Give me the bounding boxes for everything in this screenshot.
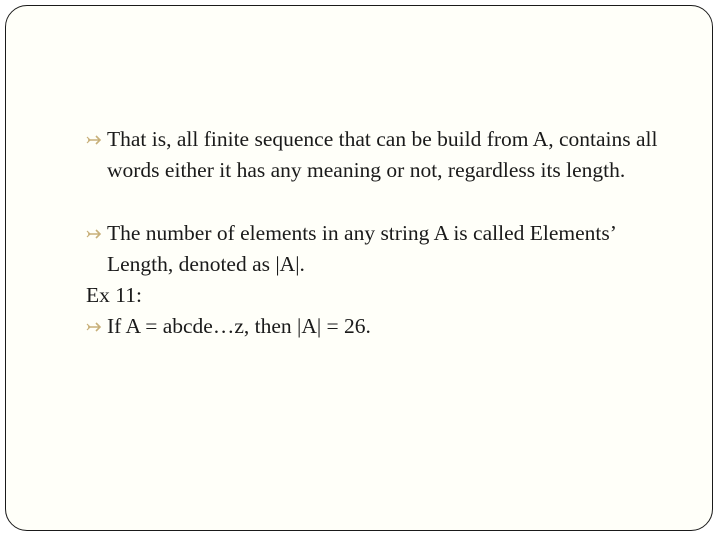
example-label-text: Ex 11: (86, 283, 142, 307)
arrow-bullet-icon (86, 227, 106, 241)
bullet-item-3-text: If A = abcde…z, then |A| = 26. (107, 314, 371, 338)
arrow-bullet-icon (86, 320, 106, 334)
slide-content (86, 124, 686, 342)
bullet-item-3 (86, 311, 686, 342)
slide-frame (5, 5, 713, 531)
bullet-item-2 (86, 218, 686, 280)
bullet-item-2-text: The number of elements in any string A is called Elements’ Length, denoted as |A|. (107, 221, 616, 276)
example-label (86, 280, 686, 311)
arrow-bullet-icon (86, 133, 106, 147)
bullet-item-1-text: That is, all finite sequence that can be build from A, contains all words either it has any meaning or not, regardless its length. (107, 127, 658, 182)
bullet-item-1 (86, 124, 686, 186)
